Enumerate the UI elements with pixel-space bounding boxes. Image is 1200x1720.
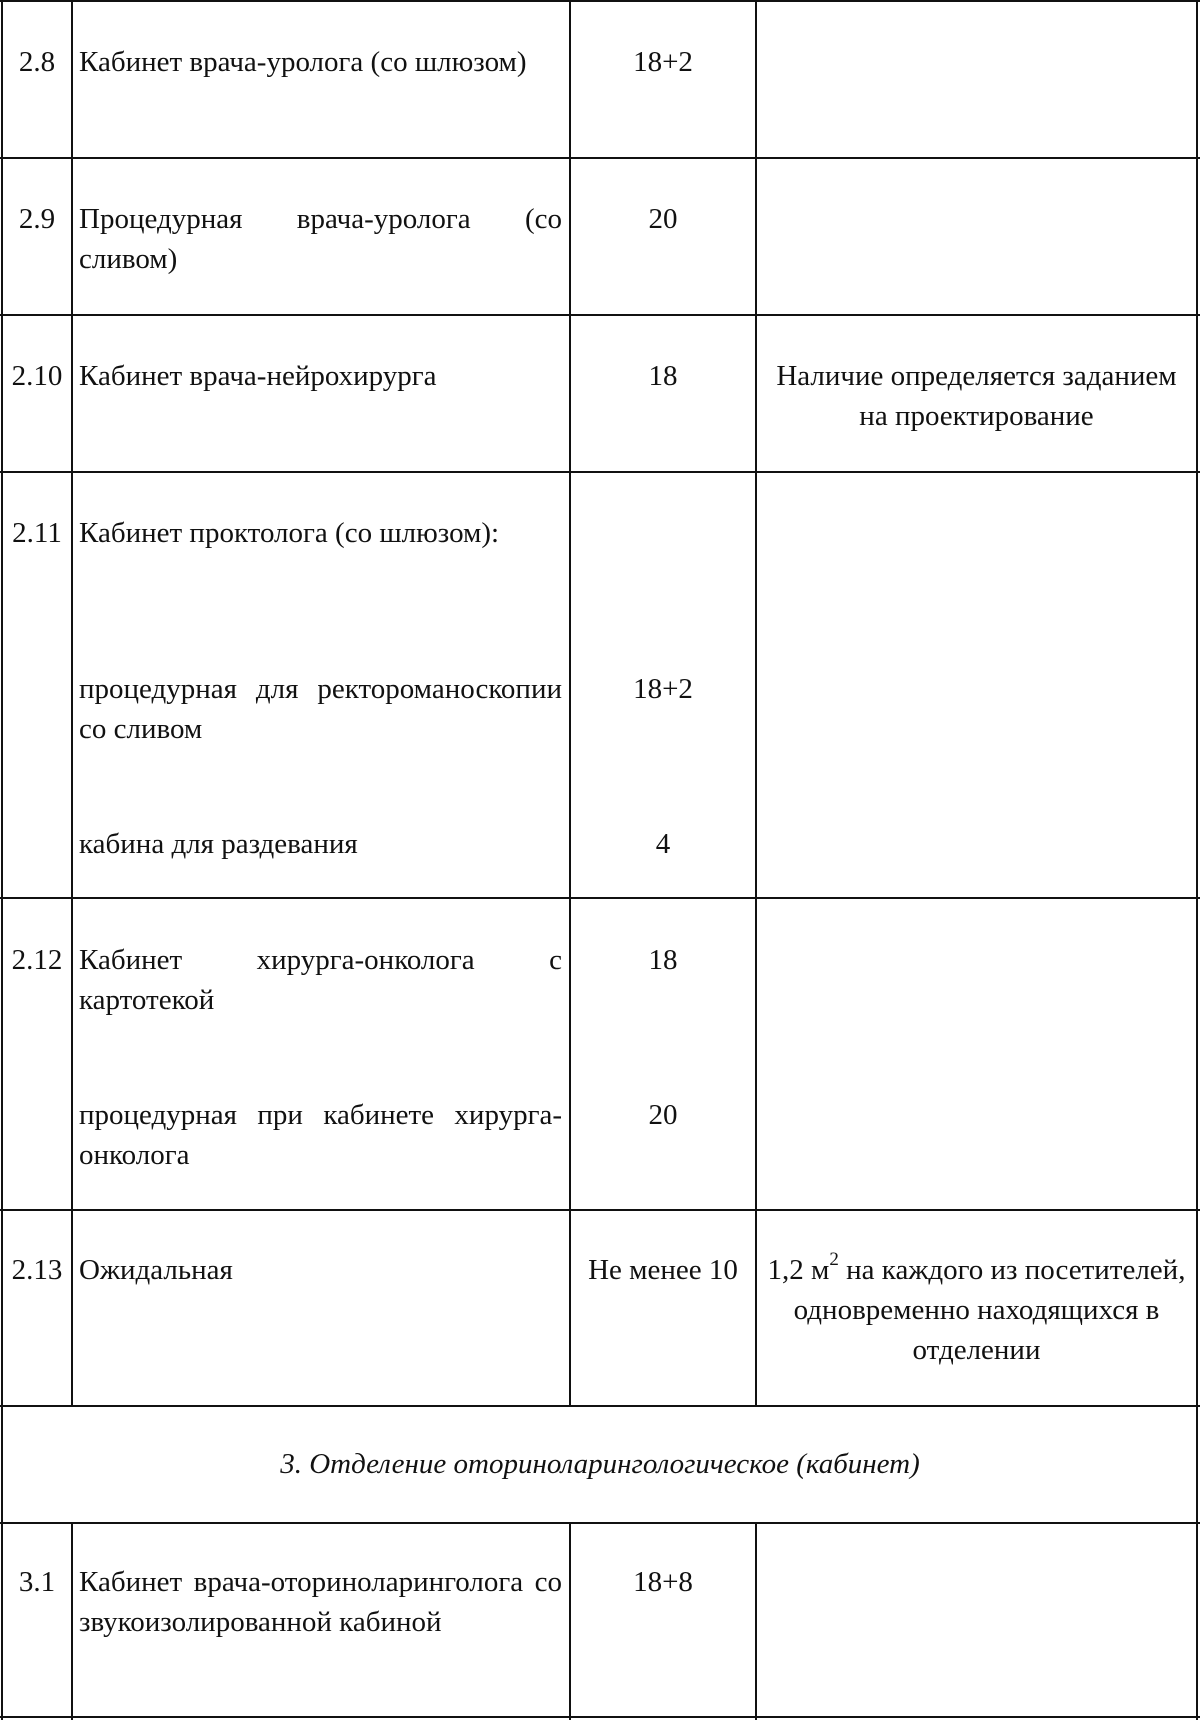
column-divider (569, 1522, 571, 1720)
row-number: 2.10 (11, 360, 63, 392)
row-number: 2.9 (18, 203, 56, 235)
room-area: 18+2 (633, 46, 693, 78)
room-name: Кабинет врача-нейрохирурга (79, 360, 437, 392)
sub-room-area: 18+2 (633, 673, 693, 705)
note-text: на каждого из посетителей, одновременно находящихся в отделении (793, 1254, 1186, 1366)
row-number: 2.11 (12, 517, 62, 549)
row-divider (0, 1405, 1200, 1407)
column-divider (71, 0, 73, 1405)
room-area: 18 (648, 360, 678, 392)
room-name: Процедурная врача-уролога (со сливом) (79, 203, 562, 275)
row-divider (0, 314, 1200, 316)
sub-room-name: кабина для раздевания (79, 828, 358, 860)
room-note (764, 1250, 1189, 1370)
note-text: 1,2 м (767, 1254, 830, 1286)
room-note: Наличие определяется заданием на проектирование (776, 360, 1177, 432)
sub-room-name: процедурная при кабинете хирурга-онколога (79, 1099, 562, 1171)
room-name: Кабинет врача-оториноларинголога со звукоизолированной кабиной (79, 1566, 562, 1638)
room-name: Ожидальная (79, 1254, 233, 1286)
room-name: Кабинет врача-уролога (со шлюзом) (79, 46, 527, 78)
sub-room-area: 20 (648, 1099, 678, 1131)
row-divider (0, 0, 1200, 2)
row-divider (0, 897, 1200, 899)
column-divider (755, 0, 757, 1405)
room-name: Кабинет проктолога (со шлюзом): (79, 517, 500, 549)
sub-room-area: 4 (655, 828, 671, 860)
row-divider (0, 1209, 1200, 1211)
column-divider (755, 1522, 757, 1720)
room-area: 20 (648, 203, 678, 235)
room-area: 18 (648, 944, 678, 976)
row-number: 2.13 (11, 1254, 63, 1286)
row-divider (0, 1522, 1200, 1524)
note-superscript: 2 (829, 1249, 839, 1271)
row-divider (0, 1716, 1200, 1718)
room-area: Не менее 10 (588, 1254, 738, 1286)
section-title: 3. Отделение оториноларингологическое (кабинет) (280, 1448, 920, 1480)
room-area: 18+8 (633, 1566, 693, 1598)
row-number: 2.8 (18, 46, 56, 78)
room-name: Кабинет хирурга-онколога с картотекой (79, 944, 562, 1016)
column-divider (71, 1522, 73, 1720)
row-number: 2.12 (11, 944, 63, 976)
row-divider (0, 471, 1200, 473)
row-divider (0, 157, 1200, 159)
sub-room-name: процедурная для ректороманоскопии со сливом (79, 673, 562, 745)
row-number: 3.1 (18, 1566, 56, 1598)
